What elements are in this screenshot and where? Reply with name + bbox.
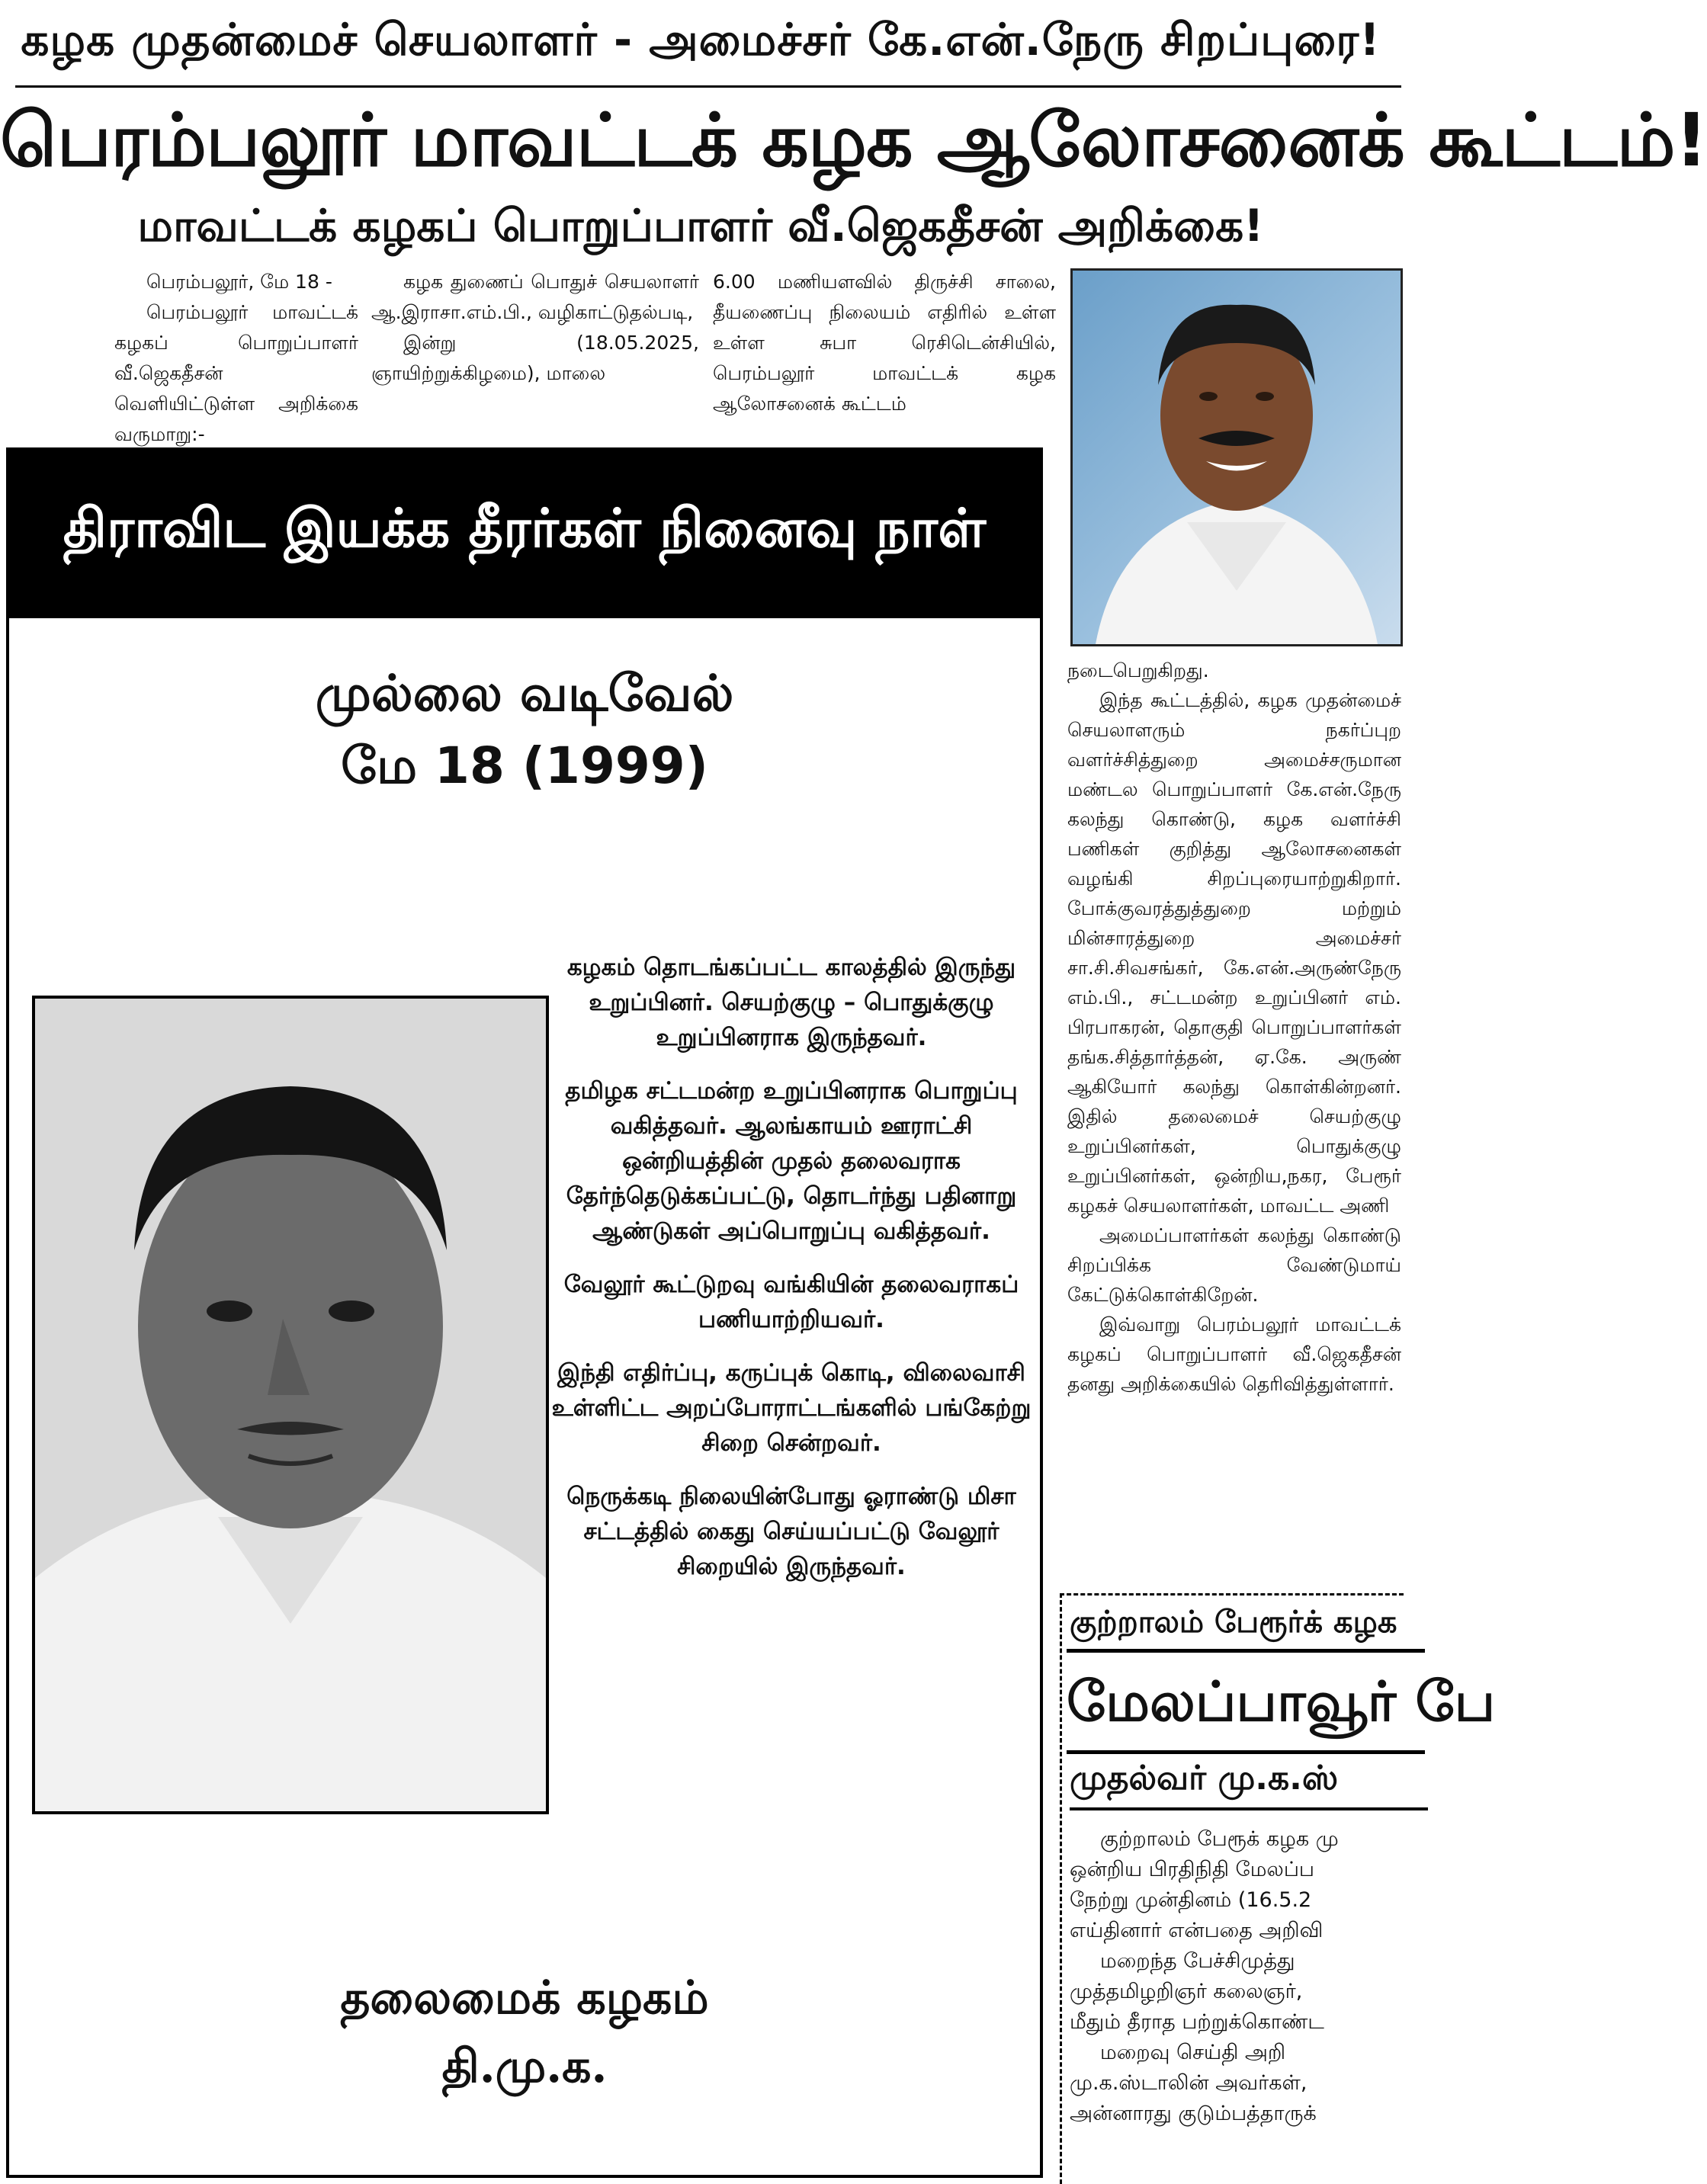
paragraph: 6.00 மணியளவில் திருச்சி சாலை, தீயணைப்பு நிலையம் எதிரில் உள்ள உள்ள சுபா ரெசிடென்சியில், பெரம்பலூர் மாவட்டக் கழக ஆலோசனைக் கூட்டம் <box>713 271 1056 415</box>
article-kicker: கழக முதன்மைச் செயலாளர் - அமைச்சர் கே.என்.நேரு சிறப்புரை! <box>21 14 1381 66</box>
article-column-1 <box>114 267 358 450</box>
body-line: மீதும் தீராத பற்றுக்கொண்ட <box>1070 2010 1324 2034</box>
body-line: ஒன்றிய பிரதிநிதி மேலப்ப <box>1070 1858 1315 1881</box>
article-subhead: மாவட்டக் கழகப் பொறுப்பாளர் வீ.ஜெகதீசன் அறிக்கை! <box>137 200 1264 252</box>
memorial-issuer: தலைமைக் கழகம் <box>340 1971 709 2025</box>
kicker-divider <box>15 85 1401 88</box>
memorial-banner <box>9 451 1040 618</box>
paragraph: இன்று (18.05.2025, ஞாயிற்றுக்கிழமை), மாலை <box>371 332 699 384</box>
bio-paragraph: வேலூர் கூட்டுறவு வங்கியின் தலைவராகப் பணியாற்றியவர். <box>563 1271 1019 1333</box>
article-headline: பெரம்பலூர் மாவட்டக் கழக ஆலோசனைக் கூட்டம்! <box>0 98 1707 183</box>
body-line: நேற்று முன்தினம் (16.5.2 <box>1070 1888 1312 1912</box>
memorial-banner-title: திராவிட இயக்க தீரர்கள் நினைவு நாள் <box>63 496 987 560</box>
memorial-date: மே 18 (1999) <box>341 736 708 795</box>
memorial-notice <box>6 447 1043 2178</box>
body-line: மு.க.ஸ்டாலின் அவர்கள், <box>1070 2071 1308 2095</box>
secondary-kicker: குற்றாலம் பேரூர்க் கழக <box>1070 1605 1397 1640</box>
memorial-person-name: முல்லை வடிவேல் <box>315 664 734 723</box>
bio-paragraph: இந்தி எதிர்ப்பு, கருப்புக் கொடி, விலைவாசி உள்ளிட்ட அறப்போராட்டங்களில் பங்கேற்று சிறை சென்றவர். <box>551 1359 1032 1457</box>
paragraph: அமைப்பாளர்கள் கலந்து கொண்டு சிறப்பிக்க வேண்டுமாய் கேட்டுக்கொள்கிறேன். <box>1067 1224 1401 1306</box>
body-line: அன்னாரது குடும்பத்தாருக் <box>1070 2102 1317 2125</box>
bio-paragraph: தமிழக சட்டமன்ற உறுப்பினராக பொறுப்பு வகித்தவர். ஆலங்காயம் ஊராட்சி ஒன்றியத்தின் முதல் தலைவராக தேர்ந்தெடுக்கப்பட்டு, தொடர்ந்து பதினாறு ஆண்டுகள் அப்பொறுப்பு வகித்தவர். <box>565 1077 1018 1245</box>
paragraph: கழக துணைப் பொதுச் செயலாளர் ஆ.இராசா.எம்.பி., வழிகாட்டுதல்படி, <box>371 271 699 323</box>
secondary-headline: மேலப்பாவூர் பே <box>1067 1649 1425 1754</box>
memorial-photo <box>32 996 549 1814</box>
portrait-figure <box>1073 271 1401 644</box>
memorial-figure <box>35 999 546 1811</box>
body-line: மறைந்த பேச்சிமுத்து <box>1100 1949 1295 1973</box>
bio-paragraph: நெருக்கடி நிலையின்போது ஓராண்டு மிசா சட்டத்தில் கைது செய்யப்பட்டு வேலூர் சிறையில் இருந்தவர். <box>566 1483 1016 1580</box>
memorial-party: தி.மு.க. <box>441 2040 608 2093</box>
bio-paragraph: கழகம் தொடங்கப்பட்ட காலத்தில் இருந்து உறுப்பினர். செயற்குழு – பொதுக்குழு உறுப்பினராக இருந்தவர். <box>566 954 1016 1051</box>
secondary-subhead: முதல்வர் மு.க.ஸ் <box>1070 1759 1428 1810</box>
body-line: மறைவு செய்தி அறி <box>1100 2041 1286 2064</box>
article-column-3 <box>713 267 1056 419</box>
paragraph: இந்த கூட்டத்தில், கழக முதன்மைச் செயலாளரும் நகர்ப்புற வளர்ச்சித்துறை அமைச்சருமான மண்டல பொறுப்பாளர் கே.என்.நேரு கலந்து கொண்டு, கழக வளர்ச்சி பணிகள் குறித்து ஆலோசனைகள் வழங்கி சிறப்புரையாற்றுகிறார். போக்குவரத்துத்துறை மற்றும் மின்சாரத்துறை அமைச்சர் சா.சி.சிவசங்கர், கே.என்.அருண்நேரு எம்.பி., சட்டமன்ற உறுப்பினர் எம். பிரபாகரன், தொகுதி பொறுப்பாளர்கள் தங்க.சித்தார்த்தன், ஏ.கே. அருண் ஆகியோர் கலந்து கொள்கின்றனர். இதில் தலைமைச் செயற்குழு உறுப்பினர்கள், பொதுக்குழு உறுப்பினர்கள், ஒன்றிய,நகர, பேரூர் கழகச் செயலாளர்கள், மாவட்ட அணி <box>1067 689 1401 1217</box>
body-line: குற்றாலம் பேரூக் கழக மு <box>1100 1827 1339 1851</box>
article-column-2 <box>371 267 699 389</box>
paragraph: இவ்வாறு பெரம்பலூர் மாவட்டக் கழகப் பொறுப்பாளர் வீ.ஜெகதீசன் தனது அறிக்கையில் தெரிவித்துள்ளார். <box>1067 1313 1401 1395</box>
secondary-article <box>1060 1593 1496 2184</box>
portrait-photo <box>1070 268 1403 646</box>
paragraph: பெரம்பலூர் மாவட்டக் கழகப் பொறுப்பாளர் வீ.ஜெகதீசன் வெளியிட்டுள்ள அறிக்கை வருமாறு:- <box>114 301 358 445</box>
paragraph: நடைபெறுகிறது. <box>1067 659 1209 681</box>
memorial-footer <box>9 1964 1040 2101</box>
secondary-body <box>1070 1824 1428 2129</box>
memorial-biography <box>543 950 1040 1602</box>
body-line: எய்தினார் என்பதை அறிவி <box>1070 1919 1324 1942</box>
article-column-4 <box>1067 656 1401 1399</box>
body-line: முத்தமிழறிஞர் கலைஞர், <box>1070 1980 1303 2003</box>
dateline: பெரம்பலூர், மே 18 - <box>146 271 332 293</box>
